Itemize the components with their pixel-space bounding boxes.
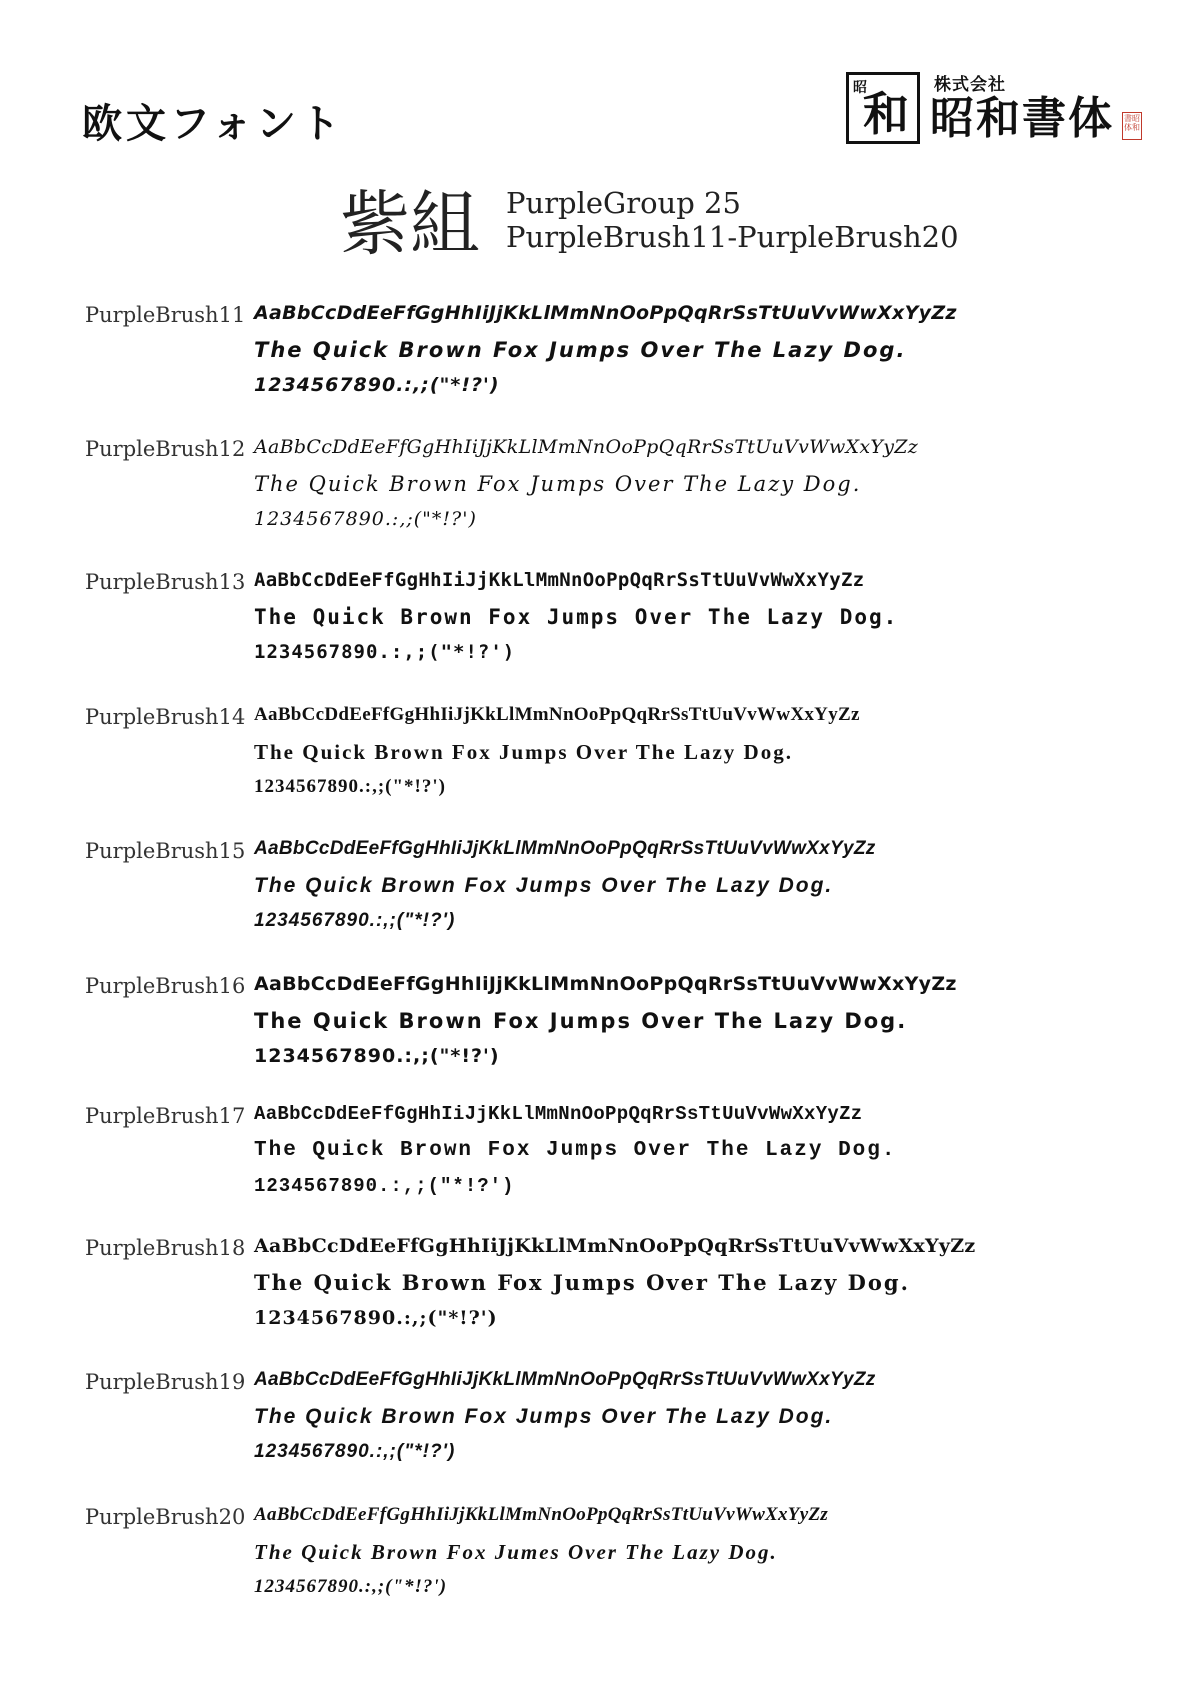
sample-pangram: The Quick Brown Fox Jumps Over The Lazy Dog.	[254, 472, 862, 496]
logo-company-type: 株式会社	[934, 75, 1006, 95]
sample-alphabet: AaBbCcDdEeFfGgHhIiJjKkLlMmNnOoPpQqRrSsTtUuVvWwXxYyZz	[254, 1504, 829, 1525]
font-specimen	[0, 569, 1200, 689]
font-name: PurpleBrush19	[85, 1370, 246, 1394]
sample-alphabet: AaBbCcDdEeFfGgHhIiJjKkLlMmNnOoPpQqRrSsTtUuVvWwXxYyZz	[254, 704, 860, 725]
sample-digits: 1234567890.:,;("*!?')	[254, 1441, 456, 1462]
sample-pangram: The Quick Brown Fox Jumps Over The Lazy Dog.	[254, 1139, 897, 1162]
sample-pangram: The Quick Brown Fox Jumps Over The Lazy Dog.	[254, 1009, 908, 1033]
font-specimen	[0, 436, 1200, 556]
font-specimen	[0, 838, 1200, 958]
sample-alphabet: AaBbCcDdEeFfGgHhIiJjKkLlMmNnOoPpQqRrSsTtUuVvWwXxYyZz	[254, 302, 957, 324]
sample-digits: 1234567890.:,;("*!?')	[254, 1045, 500, 1067]
sample-alphabet: AaBbCcDdEeFfGgHhIiJjKkLlMmNnOoPpQqRrSsTtUuVvWwXxYyZz	[254, 1103, 863, 1125]
font-name: PurpleBrush12	[85, 437, 246, 461]
sample-alphabet: AaBbCcDdEeFfGgHhIiJjKkLlMmNnOoPpQqRrSsTtUuVvWwXxYyZz	[254, 1369, 876, 1390]
font-name: PurpleBrush11	[85, 303, 246, 327]
sample-pangram: The Quick Brown Fox Jumps Over The Lazy Dog.	[254, 1270, 910, 1295]
font-specimen	[0, 1369, 1200, 1489]
sample-digits: 1234567890.:,;("*!?')	[254, 508, 477, 530]
logo-red-seal: 書昭体和	[1122, 112, 1142, 140]
logo-mark-small-glyph: 昭	[853, 80, 867, 96]
set-title-group: PurpleGroup 25	[506, 186, 741, 220]
company-logo	[846, 70, 1146, 150]
sample-alphabet: AaBbCcDdEeFfGgHhIiJjKkLlMmNnOoPpQqRrSsTtUuVvWwXxYyZz	[254, 973, 957, 995]
font-specimen	[0, 1235, 1200, 1355]
sample-digits: 1234567890.:,;("*!?')	[254, 1175, 515, 1197]
sample-digits: 1234567890.:,;("*!?')	[254, 910, 456, 931]
sample-pangram: The Quick Brown Fox Jumps Over The Lazy Dog.	[254, 874, 834, 897]
font-specimen	[0, 704, 1200, 824]
logo-mark-glyph: 和	[863, 87, 909, 141]
font-specimen	[0, 1504, 1200, 1624]
page-title: 欧文フォント	[82, 101, 344, 147]
sample-digits: 1234567890.:,;("*!?')	[254, 374, 500, 396]
sample-alphabet: AaBbCcDdEeFfGgHhIiJjKkLlMmNnOoPpQqRrSsTtUuVvWwXxYyZz	[254, 838, 876, 859]
sample-pangram: The Quick Brown Fox Jumps Over The Lazy Dog.	[254, 1405, 834, 1428]
sample-alphabet: AaBbCcDdEeFfGgHhIiJjKkLlMmNnOoPpQqRrSsTtUuVvWwXxYyZz	[254, 436, 919, 458]
sample-alphabet: AaBbCcDdEeFfGgHhIiJjKkLlMmNnOoPpQqRrSsTtUuVvWwXxYyZz	[254, 569, 865, 591]
font-name: PurpleBrush15	[85, 839, 246, 863]
set-title-range: PurpleBrush11-PurpleBrush20	[506, 220, 959, 254]
font-name: PurpleBrush14	[85, 705, 246, 729]
sample-digits: 1234567890.:,;("*!?')	[254, 641, 516, 663]
sample-digits: 1234567890.:,;("*!?')	[254, 776, 446, 797]
font-specimen	[0, 973, 1200, 1093]
sample-digits: 1234567890.:,;("*!?')	[254, 1576, 448, 1597]
sample-pangram: The Quick Brown Fox Jumps Over The Lazy Dog.	[254, 338, 907, 362]
font-name: PurpleBrush18	[85, 1236, 246, 1260]
font-name: PurpleBrush16	[85, 974, 246, 998]
set-title-kanji: 紫組	[340, 183, 480, 265]
logo-mark-box	[846, 72, 920, 144]
font-name: PurpleBrush20	[85, 1505, 246, 1529]
font-specimen	[0, 302, 1200, 422]
sample-pangram: The Quick Brown Fox Jumes Over The Lazy Dog.	[254, 1540, 778, 1564]
font-name: PurpleBrush17	[85, 1104, 246, 1128]
font-name: PurpleBrush13	[85, 570, 246, 594]
sample-pangram: The Quick Brown Fox Jumps Over The Lazy Dog.	[254, 605, 899, 629]
font-specimen	[0, 1103, 1200, 1223]
sample-digits: 1234567890.:,;("*!?')	[254, 1307, 498, 1329]
sample-pangram: The Quick Brown Fox Jumps Over The Lazy Dog.	[254, 740, 793, 764]
logo-company-name: 昭和書体	[930, 93, 1114, 144]
sample-alphabet: AaBbCcDdEeFfGgHhIiJjKkLlMmNnOoPpQqRrSsTtUuVvWwXxYyZz	[254, 1235, 976, 1257]
